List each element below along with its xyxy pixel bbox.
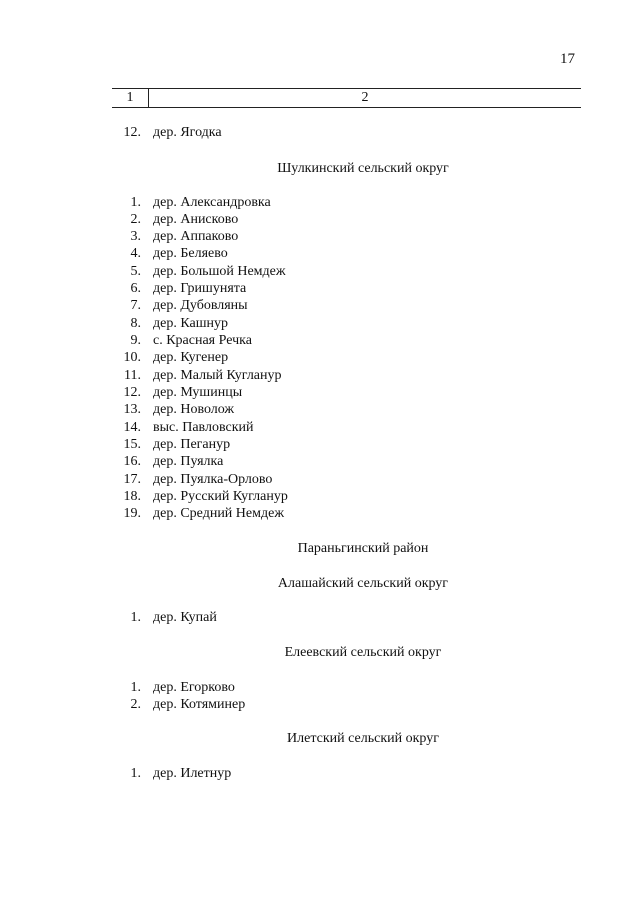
item-number: 12. [123,385,141,400]
item-name: дер. Кашнур [153,316,228,331]
table-header-col1: 1 [112,89,149,107]
item-name: дер. Котяминер [153,697,246,712]
item-number: 15. [123,437,141,452]
list-item [112,194,271,211]
table-header-col2: 2 [361,90,369,105]
item-number: 18. [123,489,141,504]
item-name: выс. Павловский [153,420,254,435]
item-number: 7. [130,298,141,313]
item-name: дер. Пеганур [153,437,231,452]
list-item [112,488,288,505]
item-name: дер. Новолож [153,402,235,417]
list-item [112,263,286,280]
item-number: 2. [130,697,141,712]
item-number: 13. [123,402,141,417]
item-name: дер. Ягодка [153,125,222,140]
list-item [112,609,217,626]
item-number: 9. [130,333,141,348]
list-item [112,228,238,245]
page-number: 17 [560,51,575,67]
item-name: дер. Егорково [153,680,235,695]
list-item [112,453,223,470]
list-item [112,211,238,228]
list-item [112,367,282,384]
item-name: дер. Анисково [153,212,239,227]
item-number: 4. [130,246,141,261]
item-number: 3. [130,229,141,244]
section-title-eleevsky: Елеевский сельский округ [284,645,442,660]
list-item [112,124,222,141]
item-number: 1. [130,680,141,695]
item-name: дер. Беляево [153,246,228,261]
list-item [112,679,235,696]
item-name: дер. Русский Кугланур [153,489,288,504]
list-item [112,436,230,453]
item-number: 1. [130,195,141,210]
item-name: дер. Александровка [153,195,271,210]
item-number: 2. [130,212,141,227]
list-item [112,401,234,418]
item-number: 12. [123,125,141,140]
item-number: 19. [123,506,141,521]
district-title: Параньгинский район [297,541,429,556]
list-item [112,297,248,314]
section-title-iletsky: Илетский сельский округ [287,731,439,746]
section-title-alashaysky: Алашайский сельский округ [277,576,449,591]
item-number: 14. [123,420,141,435]
item-number: 16. [123,454,141,469]
item-number: 5. [130,264,141,279]
item-name: дер. Мушинцы [153,385,243,400]
list-item [112,419,254,436]
item-name: с. Красная Речка [153,333,252,348]
list-item [112,765,231,782]
list-item [112,505,284,522]
item-number: 11. [124,368,141,383]
section-title-shulkinsky: Шулкинский сельский округ [277,161,449,176]
list-item [112,696,245,713]
list-item [112,332,252,349]
item-name: дер. Пуялка [153,454,224,469]
item-name: дер. Малый Кугланур [153,368,282,383]
list-item [112,471,272,488]
list-item [112,245,228,262]
item-number: 17. [123,472,141,487]
list-item [112,349,228,366]
item-number: 10. [123,350,141,365]
item-name: дер. Пуялка-Орлово [153,472,273,487]
list-item [112,315,228,332]
list-item [112,384,242,401]
item-number: 1. [130,610,141,625]
item-number: 6. [130,281,141,296]
list-item [112,280,246,297]
item-number: 1. [130,766,141,781]
item-name: дер. Купай [153,610,217,625]
table-header [112,88,581,108]
item-name: дер. Дубовляны [153,298,248,313]
item-name: дер. Илетнур [153,766,232,781]
item-name: дер. Кугенер [153,350,229,365]
item-number: 8. [130,316,141,331]
item-name: дер. Большой Немдеж [153,264,286,279]
item-name: дер. Средний Немдеж [153,506,284,521]
item-name: дер. Гришунята [153,281,247,296]
item-name: дер. Аппаково [153,229,239,244]
